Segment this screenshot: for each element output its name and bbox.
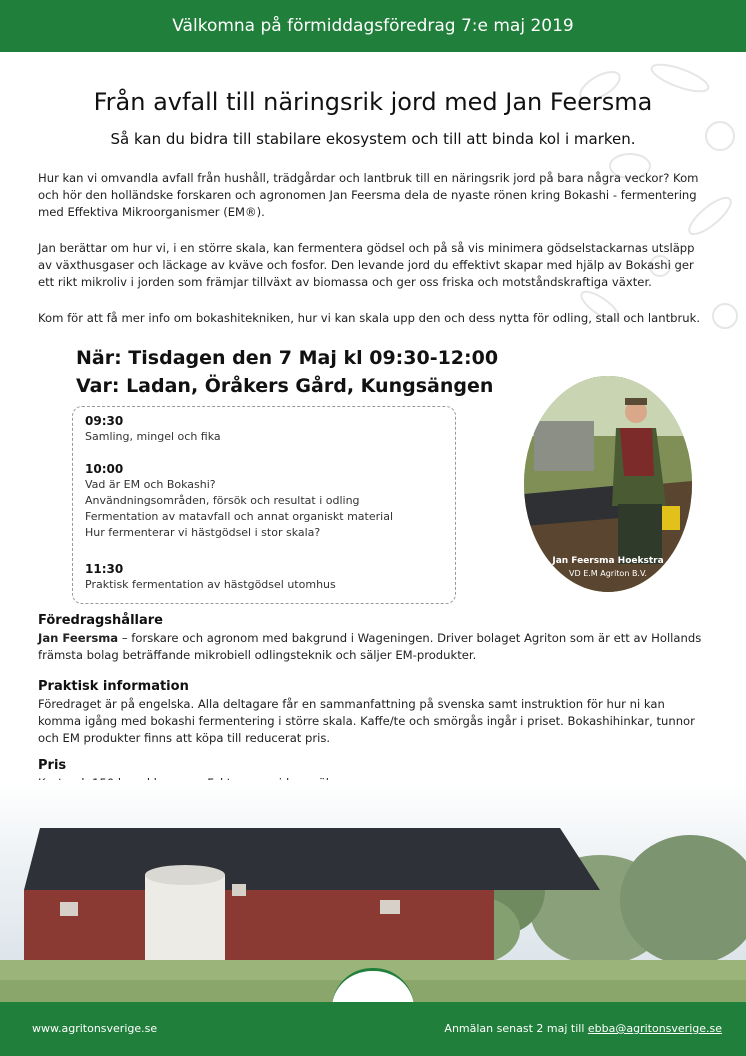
- top-banner: [0, 0, 746, 52]
- schedule-item: [85, 461, 393, 541]
- photo-caption-name: Jan Feersma Hoekstra: [552, 556, 664, 566]
- footer-website-link[interactable]: www.agritonsverige.se: [32, 1022, 158, 1035]
- speaker-photo: [524, 376, 692, 592]
- page-subtitle: Så kan du bidra till stabilare ekosystem och till att binda kol i marken.: [110, 130, 636, 148]
- practical-heading: Praktisk information: [38, 679, 189, 694]
- event-when: När: Tisdagen den 7 Maj kl 09:30-12:00: [76, 347, 499, 369]
- schedule-line: Praktisk fermentation av hästgödsel utomhus: [85, 578, 336, 591]
- schedule-item: [85, 413, 221, 445]
- practical-text: Föredraget är på engelska. Alla deltagare får en sammanfattning på svenska samt instruktion för hur ni kan komma igång med bokashi fermentering i större skala. Kaffe/te och smörgås ingår i priset. Bokashihinkar, tunnor och EM produkter finns att köpa till reducerat pris.: [38, 697, 695, 745]
- schedule-box: [72, 406, 456, 604]
- schedule-time: 11:30: [85, 562, 124, 576]
- footer-email-link[interactable]: ebba@agritonsverige.se: [587, 1022, 722, 1035]
- intro-paragraph-2: Jan berättar om hur vi, i en större skala, kan fermentera gödsel och på så vis minimera gödselstackarnas utsläpp av växthusgaser och läckage av kväve och fosfor. Den levande jord du effektivt skapar med hjälp av Bokashi ger ett rikt mikroliv i jorden som främjar tillväxt av biomassa och ger oss friska och motståndskraftiga växter.: [38, 241, 695, 289]
- schedule-line: Samling, mingel och fika: [85, 430, 221, 443]
- banner-text: Välkomna på förmiddagsföredrag 7:e maj 2019: [172, 16, 574, 36]
- speaker-name: Jan Feersma: [38, 631, 119, 645]
- page-title: Från avfall till näringsrik jord med Jan Feersma: [93, 88, 653, 116]
- speaker-text: [38, 630, 708, 664]
- schedule-time: 10:00: [85, 462, 124, 476]
- footer-signup: [444, 1022, 722, 1035]
- event-when-where: [76, 344, 498, 400]
- schedule-line: Vad är EM och Bokashi?: [85, 478, 216, 491]
- speaker-description: – forskare och agronom med bakgrund i Wageningen. Driver bolaget Agriton som är ett av Hollands främsta bolag beträffande mikrobiell odlingsteknik och säljer EM-produkter.: [38, 631, 702, 662]
- schedule-line: Fermentation av matavfall och annat organiskt material: [85, 510, 393, 523]
- schedule-line: Hur fermenterar vi hästgödsel i stor skala?: [85, 526, 321, 539]
- schedule-time: 09:30: [85, 414, 124, 428]
- schedule-line: Användningsområden, försök och resultat i odling: [85, 494, 360, 507]
- price-heading: Pris: [38, 758, 67, 773]
- intro-paragraph-1: Hur kan vi omvandla avfall från hushåll, trädgårdar och lantbruk till en näringsrik jord på bara några veckor? Kom och hör den holländske forskaren och agronomen Jan Feersma dela de nyaste rönen kring Bokashi - fermentering med Effektiva Mikroorganismer (EM®).: [38, 171, 699, 219]
- speaker-heading: Föredragshållare: [38, 613, 163, 628]
- event-where: Var: Ladan, Öråkers Gård, Kungsängen: [76, 375, 494, 397]
- photo-caption-role: VD E.M Agriton B.V.: [569, 569, 647, 578]
- intro-paragraph-3: Kom för att få mer info om bokashitekniken, hur vi kan skala upp den och dess nytta för odling, stall och lantbruk.: [38, 311, 701, 325]
- schedule-item: [85, 561, 336, 593]
- footer: [0, 1002, 746, 1056]
- footer-signup-text: Anmälan senast 2 maj till: [444, 1022, 588, 1035]
